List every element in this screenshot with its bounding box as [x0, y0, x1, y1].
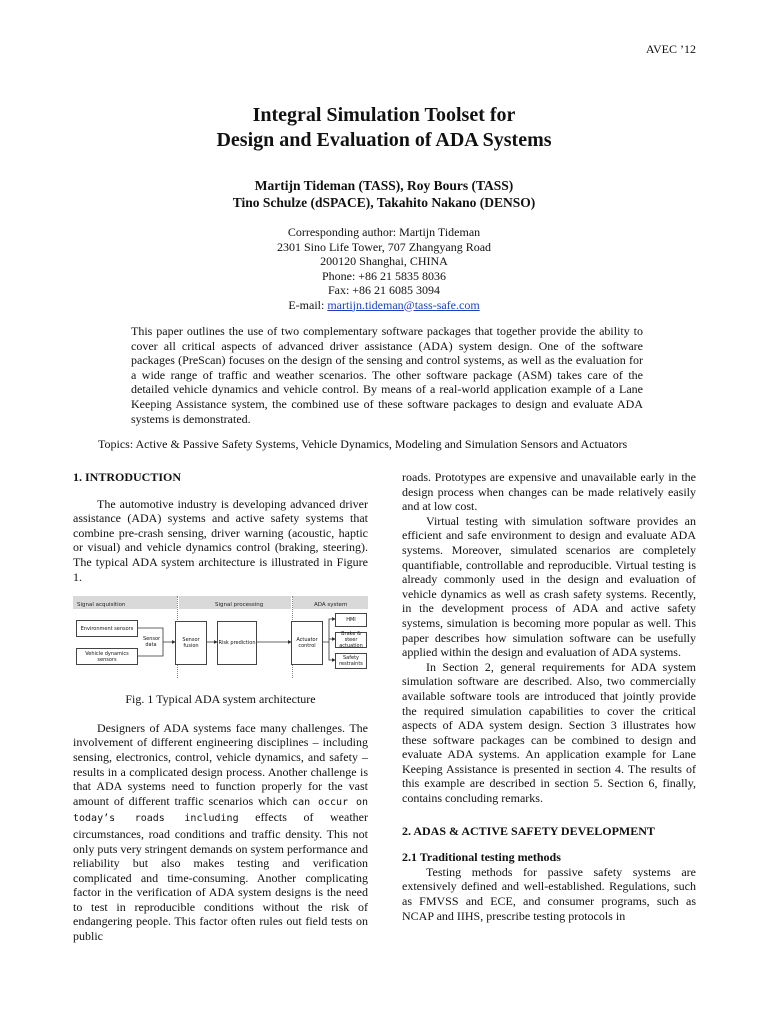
label-signal-processing: Signal processing: [215, 602, 264, 609]
box-safety-restraints: Safety restraints: [335, 653, 367, 669]
section-heading-introduction: 1. INTRODUCTION: [73, 470, 182, 484]
fax: Fax: +86 21 6085 3094: [327, 283, 441, 297]
figure-arrows: [73, 594, 368, 682]
box-vehicle-dynamics-sensors: Vehicle dynamics sensors: [76, 648, 138, 665]
right-paragraph-1: roads. Prototypes are expensive and unavailable early in the design process when changes can be made relatively easily and at low cost.: [402, 470, 696, 514]
authors-line-1: Martijn Tideman (TASS), Roy Bours (TASS): [254, 178, 514, 193]
box-actuator-control: Actuator control: [291, 621, 323, 665]
label-signal-acquisition: Signal acquisition: [77, 602, 126, 609]
box-brake-steer-actuation: Brake & steer actuation: [335, 632, 367, 648]
figure-caption: Fig. 1 Typical ADA system architecture: [125, 692, 316, 707]
intro-p2-mono: can occur on today’s roads including: [73, 796, 368, 825]
subsection-heading-testing: 2.1 Traditional testing methods: [402, 850, 561, 865]
right-paragraph-2: Virtual testing with simulation software provides an efficient and safe environment to design and evaluate ADA systems. Moreover, simulated scenarios are completely quantifiable, controllable and reproducible. Virtual testing is already commonly used in the design and evaluation of vehicle dynamics as well as crash safety systems. Recently, in the development process of ADA and active safety systems, simulation is becoming more popular as well. This paper describes how simulation software can be usefully applied within the design and evaluation of ADA systems.: [402, 513, 696, 660]
email-link[interactable]: martijn.tideman@tass-safe.com: [327, 297, 480, 312]
address-line-1: 2301 Sino Life Tower, 707 Zhangyang Road: [276, 239, 492, 254]
phone: Phone: +86 21 5835 8036: [321, 268, 447, 283]
right-paragraph-4: Testing methods for passive safety systems are extensively defined and well-established. Regulations, such as FMVSS and ECE, and consumer programs, such as NCAP and IIHS, prescribe testing protocols in: [402, 864, 696, 923]
figure-ada-architecture: [73, 594, 368, 682]
right-column: [402, 470, 696, 923]
email-line: [0, 298, 768, 313]
venue-header: AVEC ’12: [645, 42, 696, 56]
authors-line-2: Tino Schulze (dSPACE), Takahito Nakano (DENSO): [232, 195, 536, 210]
box-hmi: HMI: [335, 613, 367, 627]
author-list: [0, 177, 768, 211]
box-environment-sensors: Environment sensors: [76, 620, 138, 637]
section-heading-adas: 2. ADAS & ACTIVE SAFETY DEVELOPMENT: [402, 823, 655, 838]
email-label: E-mail:: [288, 297, 328, 312]
contact-block: [0, 225, 768, 312]
topics-line: Topics: Active & Passive Safety Systems, Vehicle Dynamics, Modeling and Simulation Sensors and Actuators: [98, 437, 628, 451]
right-paragraph-3: In Section 2, general requirements for ADA system simulation software are described. Also, two commercially available software tools are introduced that jointly provide the required simulation capabilities to cover the critical aspects of ADA system design. Section 3 illustrates how these software packages can be combined to design and evaluate ADA systems. An application example for Lane Keeping Assistance is presented in section 4. The results of this example are described in section 5. Section 6, finally, contains concluding remarks.: [402, 659, 696, 806]
left-column: [73, 470, 368, 944]
intro-p2-part-a: Designers of ADA systems face many challenges. The involvement of different engineering disciplines – including sensing, electronics, control, vehicle dynamics, and safety – results in a complicated design process. Another challenge is that ADA systems need to function properly for the vast amount of different traffic scenarios which: [73, 720, 368, 808]
paper-title: [0, 103, 768, 153]
title-line-1: Integral Simulation Toolset for: [252, 104, 516, 126]
label-sensor-data: Sensor data: [143, 636, 161, 649]
title-line-2: Design and Evaluation of ADA Systems: [216, 129, 552, 151]
box-sensor-fusion: Sensor fusion: [175, 621, 207, 665]
label-ada-system: ADA system: [314, 602, 348, 609]
corresponding-author: Corresponding author: Martijn Tideman: [287, 225, 481, 239]
abstract: This paper outlines the use of two complementary software packages that together provide the ability to cover all critical aspects of advanced driver assistance (ADA) system design. One of the software packages (PreScan) focuses on the design of the sensing and control systems, as well as the evaluation for a wide range of traffic and weather scenarios. The other software package (ASM) takes care of the detailed vehicle dynamics and vehicle control. By means of a real-world application example of a Lane Keeping Assistance system, the combined use of these software packages to design and evaluate ADA systems is demonstrated.: [131, 324, 643, 426]
address-line-2: 200120 Shanghai, CHINA: [320, 254, 448, 268]
intro-paragraph-2: [73, 721, 368, 944]
intro-p2-part-b: effects of weather circumstances, road conditions and traffic density. This not only puts very stringent demands on system performance and reliability but also makes testing and verification complicated and time-consuming. Another complicating factor in the verification of ADA system designs is the need to test in reproducible conditions without the risk of endangering people. This factor often rules out field tests on public: [73, 810, 368, 944]
box-risk-prediction: Risk prediction: [217, 621, 257, 665]
intro-paragraph-1: The automotive industry is developing advanced driver assistance (ADA) systems and active safety systems that combine pre-crash sensing, driver warning (acoustic, haptic or visual) and vehicle dynamics control (braking, steering). The typical ADA system architecture is illustrated in Figure 1.: [73, 496, 368, 584]
